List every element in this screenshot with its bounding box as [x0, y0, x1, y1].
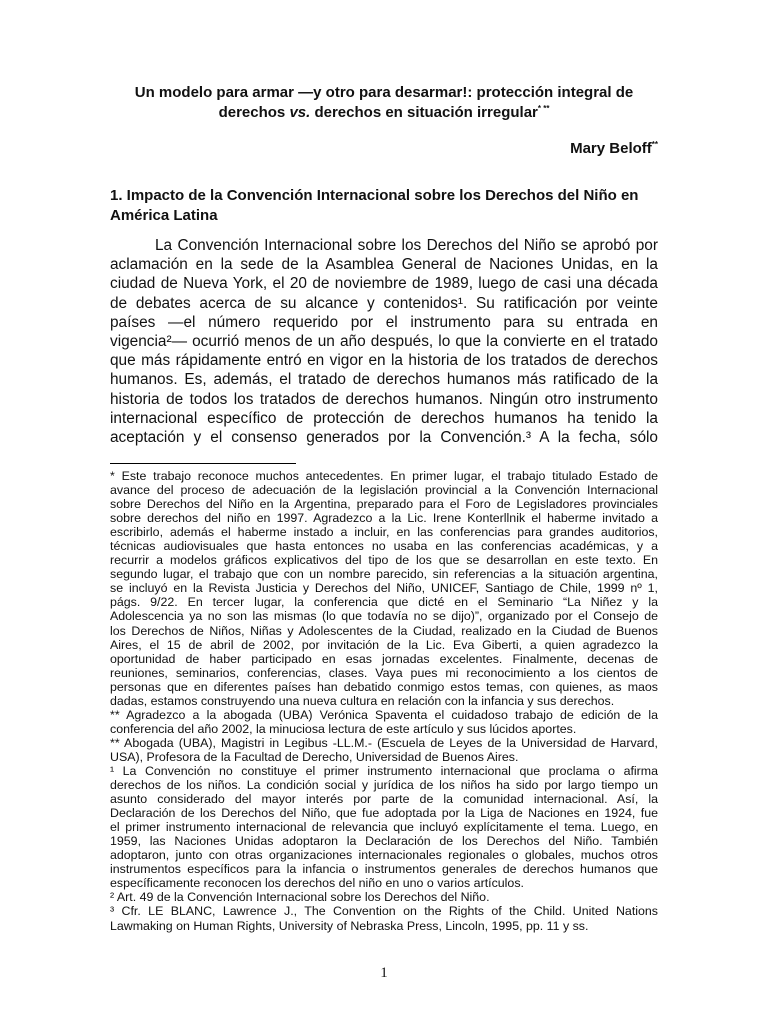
footnote-line: específicamente reconocen los derechos del niño en uno o varios artículos.: [110, 876, 524, 891]
footnote-line: conferencia del año 2002, la minuciosa lectura de este artículo y sus lúcidos aportes.: [110, 721, 577, 736]
footnote-line: Adolescencia ya no son las mismas (lo que todavía no se dijo)”, organizado por el Consejo de: [110, 609, 658, 624]
title-line-1: Un modelo para armar —y otro para desarmar!: protección integral de: [134, 84, 634, 101]
footnote-line: dadas, estamos construyendo una nueva cultura en relación con la infancia y sus derechos.: [110, 693, 615, 708]
footnote-line: ** Abogada (UBA), Magistri in Legibus -LL.M.- (Escuela de Leyes de la Universidad de Harvard,: [110, 735, 658, 750]
footnote-line: los Derechos de Niños, Niñas y Adolescentes de la Ciudad, realizado en la Ciudad de Buenos: [110, 623, 658, 638]
section-heading: [110, 186, 658, 226]
footnote-line: Declaración de los Derechos del Niño, que fue adoptada por la Liga de Naciones en 1924, fue: [110, 806, 658, 821]
document-title: [110, 83, 658, 123]
body-line: aceptación y el consenso generados por la Convención.³ A la fecha, sólo: [110, 429, 658, 447]
body-line: vigencia²— ocurrió menos de un año después, lo que la convierte en el tratado: [110, 333, 658, 351]
footnotes: [110, 469, 658, 933]
footnote-marker: **: [651, 140, 658, 149]
title-text: derechos en situación irregular: [310, 104, 538, 121]
page-number: 1: [380, 965, 388, 981]
body-line: ciudad de Nueva York, el 20 de noviembre de 1989, luego de casi una década: [110, 275, 658, 293]
footnote-line: adoptaron, junto con otras organizaciones internacionales regionales o globales, muchos otros: [110, 848, 658, 863]
footnote-line: reuniones, seminarios, conferencias, clases. Vaya pues mi reconocimiento a los cientos de: [110, 665, 658, 680]
author-text: Mary Beloff: [570, 140, 652, 157]
body-line: países —el número requerido por el instrumento para su entrada en: [110, 313, 658, 331]
footnote-line: avance del proceso de adecuación de la legislación provincial a la Convención Internacional: [110, 483, 658, 498]
footnote-line: Lawmaking on Human Rights, University of Nebraska Press, Lincoln, 1995, pp. 11 y ss.: [110, 918, 589, 933]
body-line: La Convención Internacional sobre los Derechos del Niño se aprobó por: [155, 237, 658, 254]
footnote-line: sobre derechos del niño en 1997. Agradezco a la Lic. Irene Konterllnik el haberme invitado a: [110, 511, 658, 526]
footnote-line: págs. 9/22. En tercer lugar, la conferencia que dicté en el Seminario “La Niñez y la: [110, 595, 658, 610]
body-line: historia de todos los tratados de derechos humanos. Ningún otro instrumento: [110, 390, 658, 408]
body-line: internacional específico de protección de derechos humanos ha tenido la: [110, 409, 658, 427]
footnote-line: asunto considerado del mayor interés por parte de la comunidad internacional. Así, la: [110, 792, 658, 807]
footnote-line: segundo lugar, el trabajo que con un nombre parecido, sin referencias a la situación argentina,: [110, 567, 658, 582]
footnote-line: técnicas audiovisuales que hasta entonces no usaba en las conferencias académicas, y a: [110, 539, 658, 554]
body-paragraph: [110, 236, 658, 447]
body-line: aclamación en la sede de la Asamblea General de Naciones Unidas, en la: [110, 256, 658, 274]
footnote-line: * Este trabajo reconoce muchos antecedentes. En primer lugar, el trabajo titulado Estado de: [110, 469, 658, 483]
footnote-line: personas que en diferentes países han debatido conmigo estos temas, con quienes, as maos: [110, 679, 658, 694]
body-line: humanos. Es, además, el tratado de derechos humanos más ratificado de la: [110, 371, 658, 389]
author-name: [570, 140, 658, 157]
footnote-line: 1959, las Naciones Unidas adoptaron la Declaración de los Derechos del Niño. También: [110, 834, 658, 849]
title-vs: vs.: [289, 104, 311, 121]
footnote-line: escribirlo, además el haberme instado a incluir, en las conferencias para grandes auditorios,: [110, 525, 658, 540]
footnote-marker: * **: [537, 104, 550, 113]
heading-line-1: 1. Impacto de la Convención Internacional sobre los Derechos del Niño en: [110, 187, 639, 204]
heading-line-2: América Latina: [110, 207, 218, 224]
footnote-line: oportunidad de haber participado en esas jornadas excelentes. Finalmente, decenas de: [110, 651, 658, 666]
body-line: de debates acerca de su alcance y contenidos¹. Su ratificación por veinte: [110, 294, 658, 312]
footnote-line: el primer instrumento internacional de relevancia que incluyó explícitamente el tema. Luego, en: [110, 820, 658, 835]
body-line: que más rápidamente entró en vigor en la historia de los tratados de derechos: [110, 352, 658, 370]
footnote-line: Aires, el 15 de abril de 2002, por invitación de la Lic. Eva Giberti, a quien agradezco la: [110, 637, 658, 652]
footnote-line: se incluyó en la Revista Justicia y Derechos del Niño, UNICEF, Santiago de Chile, 1999 nº 1,: [110, 581, 658, 596]
title-text: derechos: [218, 104, 290, 121]
footnote-line: ² Art. 49 de la Convención Internacional sobre los Derechos del Niño.: [110, 890, 490, 905]
footnote-line: derechos de los niños. La condición social y jurídica de los niños ha sido por largo tiempo un: [110, 778, 658, 793]
footnote-line: ** Agradezco a la abogada (UBA) Verónica Spaventa el cuidadoso trabajo de edición de la: [110, 707, 658, 722]
footnote-line: ³ Cfr. LE BLANC, Lawrence J., The Convention on the Rights of the Child. United Nations: [110, 904, 658, 919]
footnote-separator: [110, 463, 296, 464]
title-line-2: [110, 103, 658, 123]
footnote-line: instrumentos específicos para la infancia o instrumentos generales de derechos humanos que: [110, 862, 658, 877]
footnote-line: USA), Profesora de la Facultad de Derecho, Universidad de Buenos Aires.: [110, 749, 519, 764]
footnote-line: ¹ La Convención no constituye el primer instrumento internacional que proclama o afirma: [110, 763, 658, 778]
footnote-line: recurrir a modelos gráficos explicativos del tipo de los que se desarrollan en este texto. En: [110, 553, 658, 568]
footnote-line: sobre Derechos del Niño en la Argentina, preparado para el Foro de Legisladores provinciales: [110, 497, 658, 512]
